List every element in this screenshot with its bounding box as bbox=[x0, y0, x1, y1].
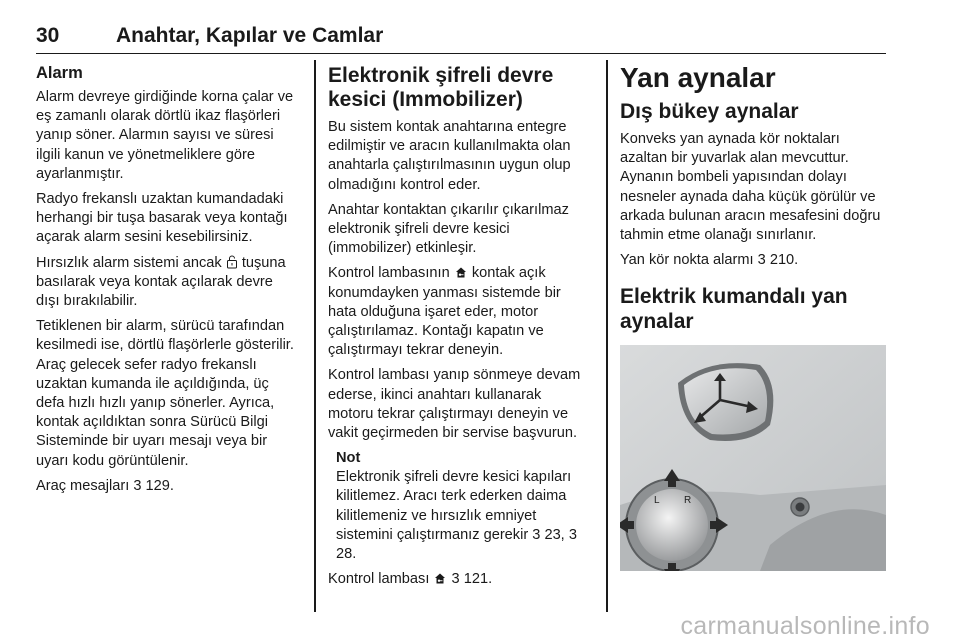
alarm-paragraph-4: Tetiklenen bir alarm, sürücü tarafından kesilmedi ise, dörtlü flaşörlerle gösterilir. Araç gelecek sefer radyo frekanslı uzaktan kumanda ile açıldığında, üç defa hızlı hızlı yanıp sönerler. Ayrıca, kontak açıldıktan sonra Sürücü Bilgi Sisteminde bir uyarı mesajı veya bir uyarı kodu görüntülenir. bbox=[36, 318, 294, 469]
control-lamp-text: Kontrol lambasının bbox=[328, 265, 450, 282]
immobilizer-lamp-icon bbox=[433, 571, 447, 585]
column-side-mirrors bbox=[620, 62, 888, 342]
page-reference-icon[interactable]: 3 bbox=[757, 252, 766, 269]
vehicle-messages-text: Araç mesajları bbox=[36, 477, 130, 494]
page-reference-icon[interactable]: 3 bbox=[133, 477, 142, 494]
alarm-paragraph-3-end: tuşuna basılarak veya kontak açılarak devre dışı bırakılabilir. bbox=[36, 254, 286, 310]
column-immobilizer bbox=[328, 62, 590, 595]
alarm-heading: Alarm bbox=[36, 64, 83, 82]
immobilizer-paragraph-2: Anahtar kontaktan çıkarılır çıkarılmaz elektronik şifreli devre kesici (immobilizer) etkinleşir. bbox=[328, 201, 569, 257]
immobilizer-paragraph-5 bbox=[328, 570, 590, 589]
side-mirrors-heading: Yan aynalar bbox=[620, 62, 776, 93]
column-divider-1 bbox=[314, 60, 316, 612]
mirror-control-illustration bbox=[620, 345, 886, 571]
blind-spot-text: Yan kör nokta alarmı bbox=[620, 252, 754, 269]
convex-mirrors-heading: Dış bükey aynalar bbox=[620, 100, 799, 123]
control-lamp-text-end: kontak açık konumdayken yanması sistemde bir hata olduğuna işaret eder, motor çalıştırılamaz. Kontağı kapatın ve çalıştırmayı tekrar deneyin. bbox=[328, 265, 561, 359]
page-reference-number[interactable]: 28. bbox=[336, 546, 357, 563]
watermark: carmanualsonline.info bbox=[680, 612, 930, 640]
alarm-paragraph-5 bbox=[36, 477, 300, 496]
column-alarm bbox=[36, 62, 300, 502]
convex-mirrors-paragraph: Konveks yan aynada kör noktaları azaltan bir yuvarlak alan mevcuttur. Aynanın bombeli yapısından dolayı nesneler aynada daha küçük görülür ve arkada bulunan aracın mesafesini doğru tahmin etme olanağı sınırlanır. bbox=[620, 131, 881, 244]
figure-label-left: L bbox=[654, 495, 660, 506]
page-reference-icon[interactable]: 3 bbox=[532, 526, 541, 543]
alarm-paragraph-1: Alarm devreye girdiğinde korna çalar ve eş zamanlı olarak dörtlü ikaz flaşörleri yanıp söner. Alarmın sayısı ve süresi ilgili kanun ve yönetmeliklere göre ayarlanmıştır. bbox=[36, 89, 294, 182]
page-reference-number[interactable]: 23, bbox=[544, 526, 565, 543]
page-number: 30 bbox=[36, 24, 60, 47]
page-reference-icon[interactable]: 3 bbox=[568, 526, 577, 543]
electric-mirrors-heading: Elektrik kumandalı yan aynalar bbox=[620, 285, 848, 334]
alarm-paragraph-2: Radyo frekanslı uzaktan kumandadaki herhangi bir tuşa basarak veya kontağı açarak alarm sesini kesebilirsiniz. bbox=[36, 191, 288, 246]
alarm-paragraph-3-start: Hırsızlık alarm sistemi ancak bbox=[36, 254, 222, 271]
immobilizer-paragraph-1: Bu sistem kontak anahtarına entegre edilmiştir ve aracın kullanılmakta olan anahtarla çalıştırılmasının uygun olup olmadığını kontrol eder. bbox=[328, 119, 571, 193]
page-reference-number[interactable]: 121. bbox=[463, 571, 493, 588]
control-lamp-ref-text: Kontrol lambası bbox=[328, 571, 430, 588]
note-text-main: Elektronik şifreli devre kesici kapıları kilitlemez. Aracı terk ederken daima kilitlemeniz ve hırsızlık emniyet sistemini çalıştırmanız gerekir bbox=[336, 469, 572, 543]
note-text bbox=[336, 468, 590, 564]
immobilizer-lamp-icon bbox=[454, 265, 468, 279]
mirror-control-figure bbox=[620, 345, 886, 571]
unlock-key-icon bbox=[226, 255, 238, 269]
immobilizer-paragraph-4: Kontrol lambası yanıp sönmeye devam ederse, ikinci anahtarı kullanarak motoru tekrar çalıştırmayı deneyin ve vakit geçirmeden bir servise başvurun. bbox=[328, 367, 581, 442]
chapter-title: Anahtar, Kapılar ve Camlar bbox=[116, 24, 384, 47]
note-box bbox=[336, 449, 590, 564]
immobilizer-paragraph-3 bbox=[328, 264, 590, 360]
page-header bbox=[36, 22, 886, 54]
page-reference-icon[interactable]: 3 bbox=[451, 571, 460, 588]
page-reference-number[interactable]: 210. bbox=[769, 252, 799, 269]
figure-label-right: R bbox=[684, 495, 692, 506]
blind-spot-reference bbox=[620, 251, 888, 270]
immobilizer-heading: Elektronik şifreli devre kesici (Immobilizer) bbox=[328, 64, 554, 111]
column-divider-2 bbox=[606, 60, 608, 612]
page-reference-number[interactable]: 129. bbox=[145, 477, 174, 494]
alarm-paragraph-3 bbox=[36, 254, 300, 312]
note-title: Not bbox=[336, 450, 361, 467]
